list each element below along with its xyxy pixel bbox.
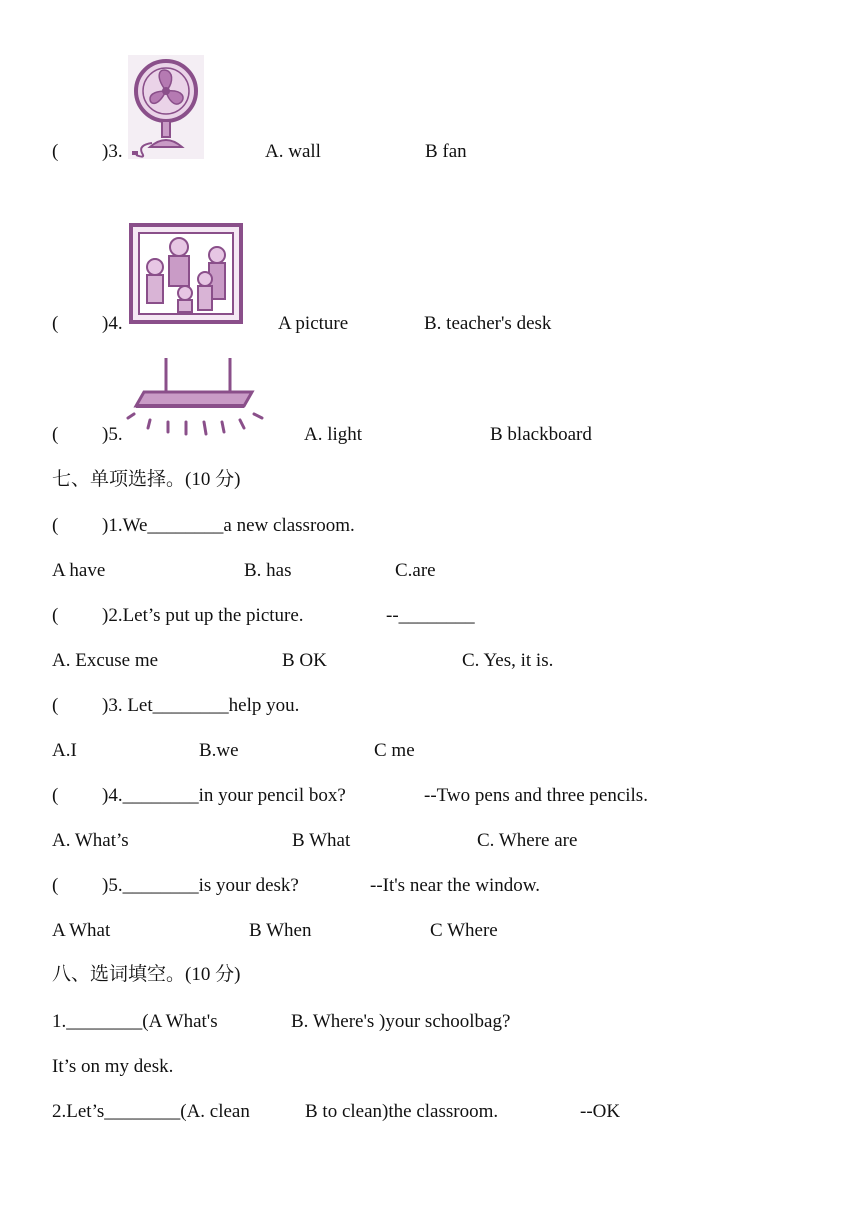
reply-text: --Two pens and three pencils. [424, 785, 648, 806]
answer-bracket[interactable]: ( [52, 424, 59, 445]
fill-item-2-choice[interactable]: B to clean)the classroom. [305, 1101, 499, 1122]
fill-item-2[interactable]: 2.Let’s________(A. clean [52, 1101, 250, 1122]
fill-item-1[interactable]: 1.________(A What's [52, 1011, 218, 1032]
question-stem: )3. Let________help you. [102, 695, 300, 716]
option-a[interactable]: A. Excuse me [52, 650, 159, 671]
reply-text: --It's near the window. [370, 875, 540, 896]
option-b[interactable]: B OK [282, 650, 327, 671]
question-stem: )2.Let’s put up the picture. [102, 605, 304, 626]
section-title: 七、单项选择。(10 分) [52, 469, 241, 490]
option-a[interactable]: A. light [304, 424, 363, 445]
fill-item-1-choice[interactable]: B. Where's )your schoolbag? [291, 1011, 511, 1032]
section-title: 八、选词填空。(10 分) [52, 964, 241, 985]
light-picture [126, 356, 266, 440]
family-picture [129, 223, 243, 324]
option-a[interactable]: A.I [52, 740, 77, 761]
option-b[interactable]: B What [292, 830, 351, 851]
option-b[interactable]: B fan [425, 141, 467, 162]
option-c[interactable]: C.are [395, 560, 436, 581]
answer-bracket[interactable]: ( [52, 141, 59, 162]
option-c[interactable]: C me [374, 740, 415, 761]
question-number: )5. [102, 424, 123, 445]
question-number: )4. [102, 313, 123, 334]
answer-bracket[interactable]: ( [52, 875, 59, 896]
option-a[interactable]: A. wall [265, 141, 321, 162]
question-stem: )4.________in your pencil box? [102, 785, 346, 806]
question-number: )3. [102, 141, 123, 162]
reply-blank: --________ [386, 605, 475, 626]
option-b[interactable]: B.we [199, 740, 239, 761]
question-stem: )5.________is your desk? [102, 875, 299, 896]
option-b[interactable]: B. teacher's desk [424, 313, 552, 334]
fan-picture [128, 55, 204, 159]
question-stem: )1.We________a new classroom. [102, 515, 355, 536]
option-a[interactable]: A picture [278, 313, 349, 334]
answer-bracket[interactable]: ( [52, 313, 59, 334]
option-a[interactable]: A. What’s [52, 830, 129, 851]
reply-text: --OK [580, 1101, 621, 1122]
option-c[interactable]: C. Yes, it is. [462, 650, 554, 671]
fill-item-answer-line: It’s on my desk. [52, 1056, 174, 1077]
answer-bracket[interactable]: ( [52, 785, 59, 806]
option-c[interactable]: C Where [430, 920, 498, 941]
option-b[interactable]: B When [249, 920, 312, 941]
option-a[interactable]: A have [52, 560, 106, 581]
option-b[interactable]: B blackboard [490, 424, 592, 445]
option-a[interactable]: A What [52, 920, 111, 941]
option-c[interactable]: C. Where are [477, 830, 578, 851]
answer-bracket[interactable]: ( [52, 515, 59, 536]
option-b[interactable]: B. has [244, 560, 292, 581]
answer-bracket[interactable]: ( [52, 605, 59, 626]
answer-bracket[interactable]: ( [52, 695, 59, 716]
